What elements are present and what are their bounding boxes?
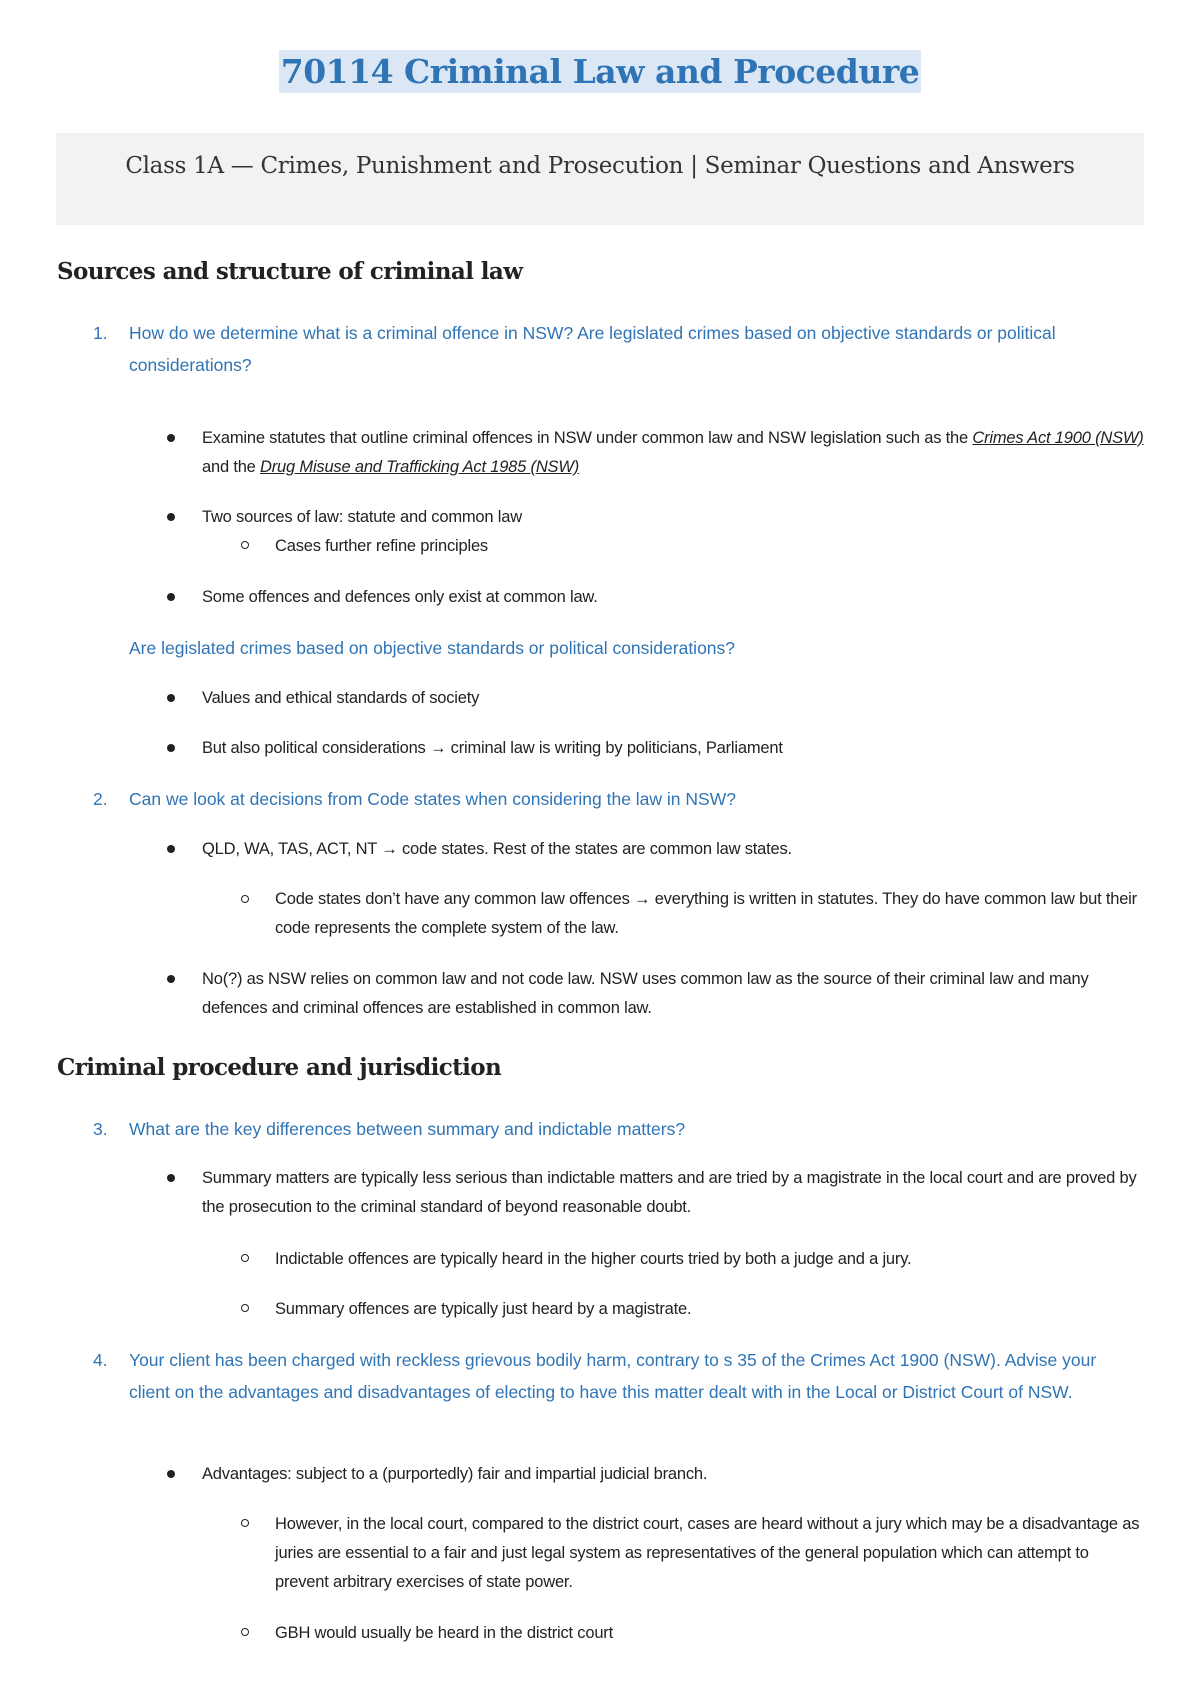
question-number: 1. — [93, 323, 108, 343]
sub-bullet-icon — [241, 1519, 249, 1527]
answer-bullet: Summary matters are typically less serious than indictable matters and are tried by a magistrate in the local court and are proved by the prosecution to the criminal standard of beyond reasonable doubt. — [202, 1169, 1137, 1216]
bullet-icon — [167, 513, 175, 521]
bullet-icon — [167, 975, 175, 983]
answer-sub-bullet: However, in the local court, compared to the district court, cases are heard without a jury which may be a disadvantage as juries are essential to a fair and just legal system as representatives of the general population which can attempt to prevent arbitrary exercises of state power. — [275, 1515, 1140, 1591]
bullet-icon — [167, 593, 175, 601]
sub-bullet-icon — [241, 1304, 249, 1312]
bullet-icon — [167, 1174, 175, 1182]
question-3: What are the key differences between summary and indictable matters? — [129, 1119, 686, 1139]
answer-text: and the — [202, 458, 261, 476]
statute-citation: Drug Misuse and Trafficking Act 1985 (NSW) — [260, 458, 580, 476]
bullet-icon — [167, 1470, 175, 1478]
question-number: 2. — [93, 789, 108, 809]
question-1: How do we determine what is a criminal offence in NSW? Are legislated crimes based on objective standards or political considerations? — [129, 323, 1056, 375]
question-number: 3. — [93, 1119, 108, 1139]
answer-sub-bullet: Cases further refine principles — [275, 537, 488, 555]
answer-sub-bullet: Indictable offences are typically heard in the higher courts tried by both a judge and a jury. — [275, 1250, 912, 1268]
question-4: Your client has been charged with reckless grievous bodily harm, contrary to s 35 of the Crimes Act 1900 (NSW). Advise your client on the advantages and disadvantages of electing to have this matter dealt with in the Local or District Court of NSW. — [129, 1350, 1097, 1402]
bullet-icon — [167, 434, 175, 442]
sub-bullet-icon — [241, 541, 249, 549]
answer-bullet: No(?) as NSW relies on common law and not code law. NSW uses common law as the source of their criminal law and many defences and criminal offences are established in common law. — [202, 970, 1089, 1017]
answer-bullet: But also political considerations → criminal law is writing by politicians, Parliament — [202, 739, 783, 757]
section-heading-sources: Sources and structure of criminal law — [57, 258, 523, 285]
question-number: 4. — [93, 1350, 108, 1370]
sub-bullet-icon — [241, 1628, 249, 1636]
answer-bullet: Advantages: subject to a (purportedly) fair and impartial judicial branch. — [202, 1465, 708, 1483]
statute-citation: Crimes Act 1900 (NSW) — [972, 429, 1144, 447]
followup-question: Are legislated crimes based on objective standards or political considerations? — [129, 638, 736, 658]
document-title: 70114 Criminal Law and Procedure — [280, 52, 920, 91]
bullet-icon — [167, 845, 175, 853]
answer-bullet: Values and ethical standards of society — [202, 689, 480, 707]
answer-sub-bullet: Summary offences are typically just heard by a magistrate. — [275, 1300, 692, 1318]
answer-bullet — [202, 424, 1147, 482]
answer-sub-bullet: GBH would usually be heard in the district court — [275, 1624, 613, 1642]
subtitle-banner — [56, 133, 1144, 225]
sub-bullet-icon — [241, 1254, 249, 1262]
answer-bullet: Some offences and defences only exist at common law. — [202, 588, 598, 606]
answer-text: Examine statutes that outline criminal offences in NSW under common law and NSW legislation such as the — [202, 429, 973, 447]
question-2: Can we look at decisions from Code states when considering the law in NSW? — [129, 789, 736, 809]
document-subtitle: Class 1A — Crimes, Punishment and Prosecution | Seminar Questions and Answers — [125, 153, 1075, 179]
answer-bullet: QLD, WA, TAS, ACT, NT → code states. Rest of the states are common law states. — [202, 840, 792, 858]
section-heading-procedure: Criminal procedure and jurisdiction — [57, 1054, 502, 1081]
bullet-icon — [167, 744, 175, 752]
answer-bullet: Two sources of law: statute and common law — [202, 508, 522, 526]
sub-bullet-icon — [241, 895, 249, 903]
bullet-icon — [167, 694, 175, 702]
document-title-block — [0, 52, 1200, 91]
answer-sub-bullet: Code states don’t have any common law offences → everything is written in statutes. They do have common law but their code represents the complete system of the law. — [275, 890, 1137, 937]
